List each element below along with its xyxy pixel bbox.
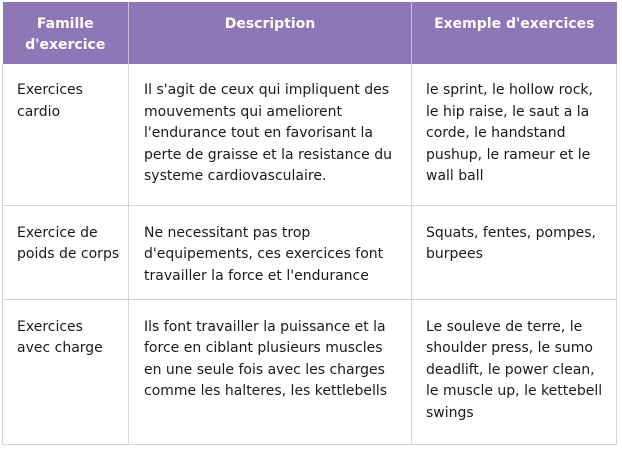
cell-examples: Le souleve de terre, le shoulder press, le sumo deadlift, le power clean, le muscle up, le kettebell swings	[412, 299, 617, 444]
table-row	[3, 205, 617, 299]
cell-family: Exercices cardio	[3, 64, 129, 205]
cell-examples: le sprint, le hollow rock, le hip raise, le saut a la corde, le handstand pushup, le rameur et le wall ball	[412, 64, 617, 205]
table-row	[3, 64, 617, 205]
table-header-row	[3, 2, 617, 64]
cell-family: Exercice de poids de corps	[3, 205, 129, 299]
header-examples: Exemple d'exercices	[412, 2, 617, 64]
header-family: Famille d'exercice	[3, 2, 129, 64]
exercise-table	[2, 2, 617, 445]
table-row	[3, 299, 617, 444]
cell-description: Ils font travailler la puissance et la force en ciblant plusieurs muscles en une seule fois avec les charges comme les halteres, les kettlebells	[129, 299, 412, 444]
header-description: Description	[129, 2, 412, 64]
cell-family: Exercices avec charge	[3, 299, 129, 444]
cell-examples: Squats, fentes, pompes, burpees	[412, 205, 617, 299]
cell-description: Il s'agit de ceux qui impliquent des mouvements qui ameliorent l'endurance tout en favorisant la perte de graisse et la resistance du systeme cardiovasculaire.	[129, 64, 412, 205]
cell-description: Ne necessitant pas trop d'equipements, ces exercices font travailler la force et l'endurance	[129, 205, 412, 299]
